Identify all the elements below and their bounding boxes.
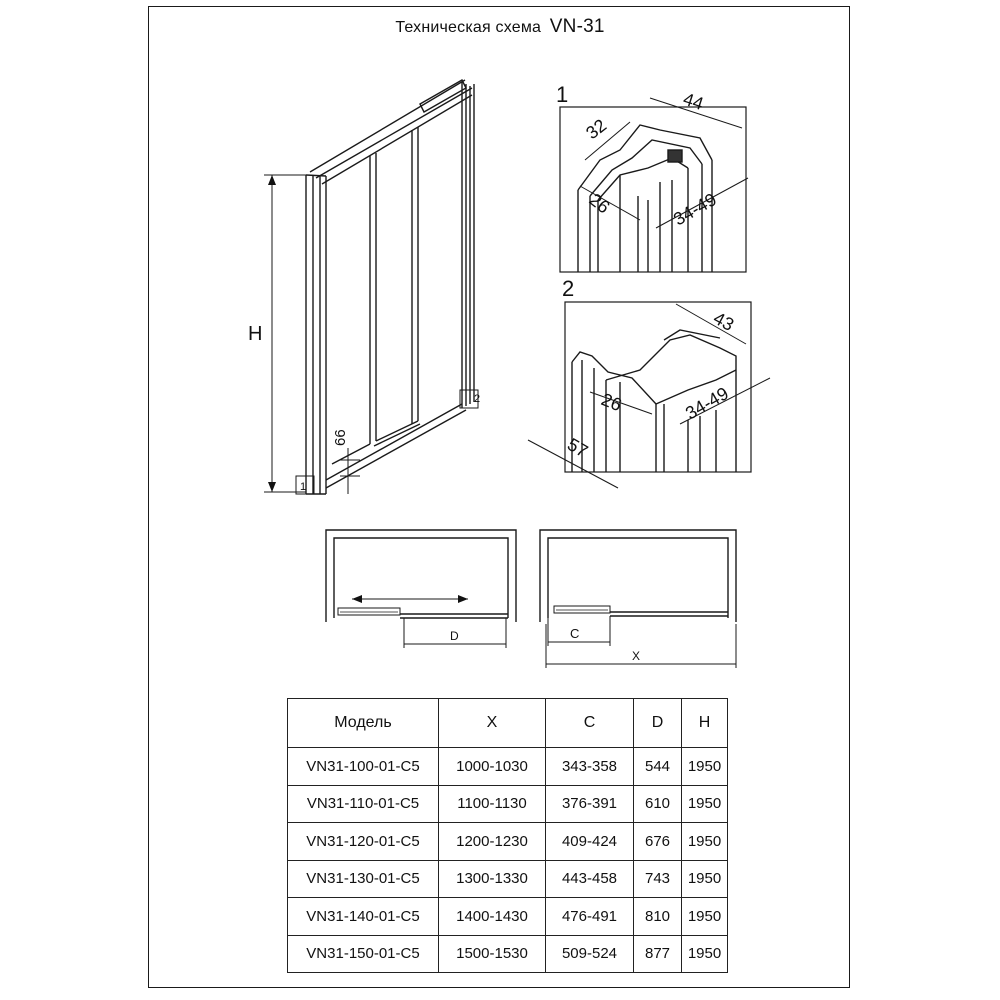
cell-model: VN31-100-01-C5 [288, 748, 439, 786]
cell-d: 676 [634, 823, 682, 861]
front-view-height-label: H [248, 323, 263, 345]
cell-model: VN31-150-01-C5 [288, 935, 439, 973]
cell-model: VN31-140-01-C5 [288, 898, 439, 936]
plan-d-label: D [450, 629, 459, 643]
header-d: D [634, 699, 682, 748]
detail-2-label: 2 [562, 276, 575, 301]
callout-1-label: 1 [300, 481, 307, 493]
cell-h: 1950 [682, 748, 728, 786]
header-model: Модель [288, 699, 439, 748]
cell-h: 1950 [682, 785, 728, 823]
plan-view-d [326, 530, 516, 648]
detail-1-dim-32: 32 [582, 115, 611, 144]
detail-2-profile [528, 302, 770, 488]
plan-x-label: X [632, 649, 641, 663]
cell-h: 1950 [682, 823, 728, 861]
detail-2-dim-34-49: 34-49 [682, 383, 732, 424]
table-row [288, 860, 728, 898]
table-row [288, 785, 728, 823]
front-view-profile-dimension: 66 [332, 429, 349, 446]
specification-table [287, 698, 728, 973]
cell-c: 376-391 [546, 785, 634, 823]
cell-x: 1000-1030 [439, 748, 546, 786]
front-view-door [264, 80, 481, 494]
detail-1-dim-34-49: 34-49 [670, 189, 720, 230]
title-model-code: VN-31 [549, 16, 605, 37]
cell-d: 610 [634, 785, 682, 823]
cell-model: VN31-130-01-C5 [288, 860, 439, 898]
detail-1-dim-26: 26 [585, 189, 614, 218]
cell-c: 509-524 [546, 935, 634, 973]
cell-c: 409-424 [546, 823, 634, 861]
cell-model: VN31-120-01-C5 [288, 823, 439, 861]
cell-x: 1400-1430 [439, 898, 546, 936]
cell-x: 1100-1130 [439, 785, 546, 823]
table-row [288, 935, 728, 973]
detail-2-dim-26: 26 [598, 389, 625, 416]
plan-view-cx [540, 530, 736, 668]
detail-2-dim-43: 43 [710, 307, 738, 335]
cell-d: 743 [634, 860, 682, 898]
cell-model: VN31-110-01-C5 [288, 785, 439, 823]
cell-x: 1500-1530 [439, 935, 546, 973]
table-header-row [288, 699, 728, 748]
callout-2-label: 2 [474, 393, 481, 405]
table-row [288, 748, 728, 786]
cell-h: 1950 [682, 898, 728, 936]
header-x: X [439, 699, 546, 748]
header-c: C [546, 699, 634, 748]
cell-d: 877 [634, 935, 682, 973]
cell-c: 443-458 [546, 860, 634, 898]
cell-c: 343-358 [546, 748, 634, 786]
cell-h: 1950 [682, 935, 728, 973]
cell-x: 1200-1230 [439, 823, 546, 861]
cell-h: 1950 [682, 860, 728, 898]
title-prefix: Техническая схема [395, 19, 542, 36]
cell-x: 1300-1330 [439, 860, 546, 898]
cell-d: 544 [634, 748, 682, 786]
table-row [288, 898, 728, 936]
cell-c: 476-491 [546, 898, 634, 936]
plan-c-label: C [570, 626, 580, 641]
detail-1-label: 1 [556, 82, 569, 107]
detail-2-dim-57: 57 [564, 434, 592, 462]
cell-d: 810 [634, 898, 682, 936]
table-row [288, 823, 728, 861]
header-h: H [682, 699, 728, 748]
detail-1-dim-44: 44 [680, 88, 706, 114]
